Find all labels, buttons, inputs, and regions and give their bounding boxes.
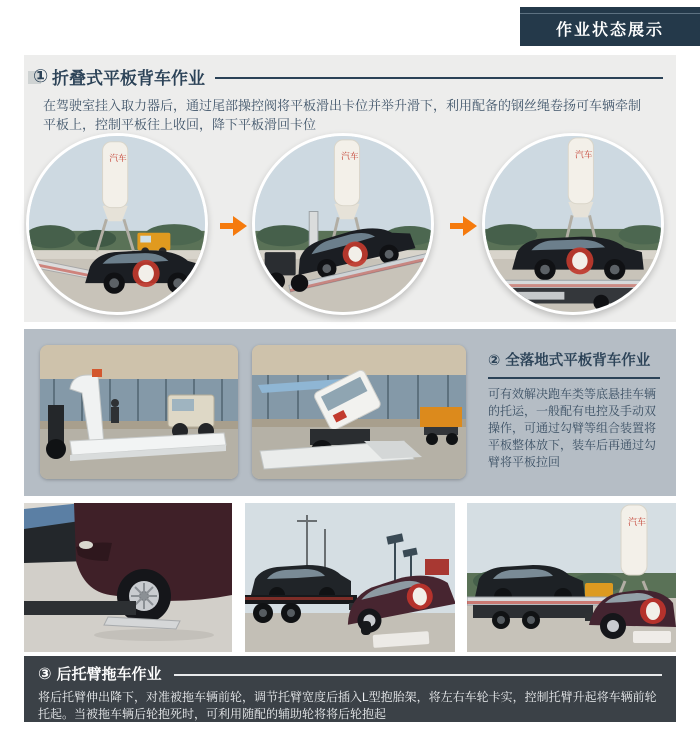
circled-three-icon: ③: [38, 665, 52, 683]
photo-platform-lowered: [40, 345, 238, 479]
section-rear-tow-arm: [24, 656, 676, 722]
section-full-drop-flatbed: [24, 329, 676, 496]
section1-title: 折叠式平板背车作业: [52, 69, 205, 88]
header-banner: [520, 7, 700, 46]
scene-tilted-platform: [255, 136, 434, 315]
scene-tow-and-carry: [245, 503, 455, 652]
section3-photo-strip: [0, 503, 700, 652]
section1-description: 在驾驶室挂入取力器后，通过尾部操控阀将平板滑出卡位并举升滑下，利用配备的钢丝绳卷扬可车辆牵制平板上，控制平板往上收回，降下平板滑回卡位: [43, 98, 642, 132]
section2-text-block: [488, 349, 664, 471]
silo-label: 汽车: [341, 151, 359, 162]
scene-loaded-towing: [467, 503, 676, 652]
circled-one-icon: ①: [33, 65, 49, 86]
header-rule: [520, 13, 700, 14]
scene-ramp-out: [29, 136, 208, 315]
section3-title: 后托臂拖车作业: [56, 666, 162, 683]
section2-description: 可有效解决跑车类等底悬挂车辆的托运，一般配有电控及手动双操作，可通过勾臂等组合装置将平板整体放下，装车后再通过勾臂将平板拉回: [488, 387, 657, 469]
circled-two-icon: ②: [488, 353, 501, 369]
section-folding-flatbed: [24, 55, 676, 322]
section3-heading: [38, 663, 662, 684]
silo-label: 汽车: [628, 517, 647, 527]
scene-wheel-lift: [24, 503, 232, 652]
page-title: 作业状态展示: [555, 22, 664, 39]
photo-loaded-and-towing: [467, 503, 676, 652]
section3-rule: [174, 674, 662, 676]
section1-rule: [215, 77, 663, 79]
photo-step2-car-winched: [252, 133, 434, 315]
section2-heading: [488, 349, 664, 370]
scene-cab-tilted: [252, 345, 466, 479]
photo-wheel-lift-closeup: [24, 503, 232, 652]
section1-heading: [24, 55, 676, 89]
scene-platform-lowered: [40, 345, 238, 479]
section2-title: 全落地式平板背车作业: [505, 353, 651, 369]
photo-step3-platform-level: [482, 133, 664, 315]
arrow-right-icon: [448, 213, 478, 239]
photo-tow-and-carry: [245, 503, 455, 652]
scene-level-platform: [485, 136, 664, 315]
silo-label: 汽车: [575, 149, 593, 160]
photo-step1-ramp-out: [26, 133, 208, 315]
section2-rule: [488, 377, 660, 379]
section1-number-badge: [28, 66, 52, 88]
section3-description: 将后托臂伸出降下，对准被拖车辆前轮，调节托臂宽度后插入L型抱胎架，将左右车轮卡实，控制托臂升起将车辆前轮托起。当被拖车辆后轮抱死时，可利用随配的辅助轮将将后轮抱起: [38, 690, 657, 721]
silo-label: 汽车: [109, 153, 127, 164]
arrow-right-icon: [218, 213, 248, 239]
photo-cab-tilted: [252, 345, 466, 479]
